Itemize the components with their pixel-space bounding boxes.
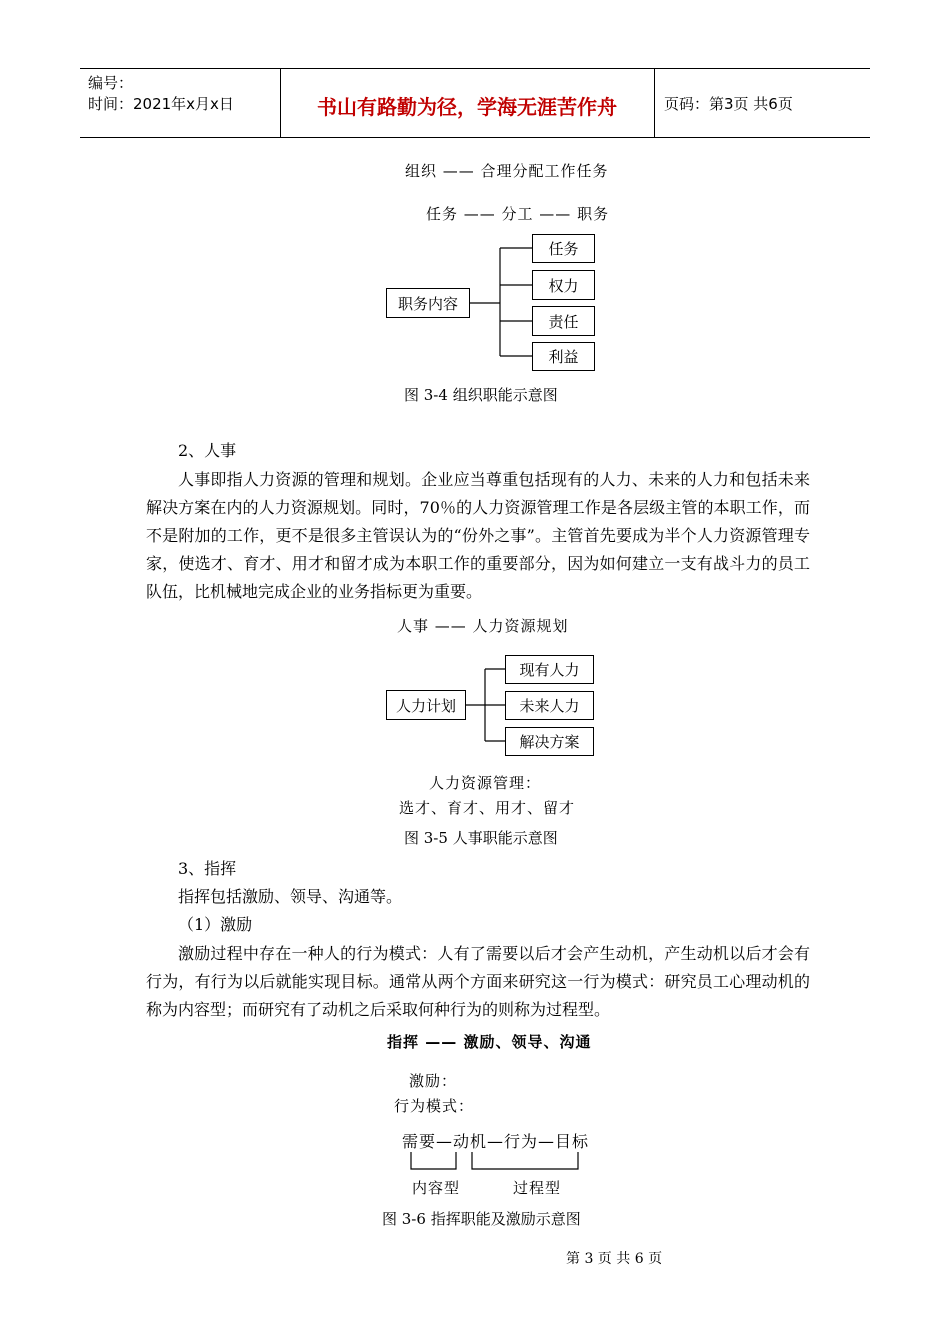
fig5-caption: 图 3-5 人事职能示意图 xyxy=(404,829,558,847)
fig4-node-benefit: 利益 xyxy=(532,342,595,371)
section3-intro: 指挥包括激励、领导、沟通等。 xyxy=(178,887,403,906)
fig6-heading: 指挥 —— 激励、领导、沟通 xyxy=(387,1033,592,1051)
fig5-node-current: 现有人力 xyxy=(505,655,594,684)
fig4-node-task: 任务 xyxy=(532,234,595,263)
header-motto: 书山有路勤为径，学海无涯苦作舟 xyxy=(317,95,617,119)
fig4-node-responsibility: 责任 xyxy=(532,306,595,336)
fig4-subheading: 任务 —— 分工 —— 职务 xyxy=(426,205,610,223)
fig6-caption: 图 3-6 指挥职能及激励示意图 xyxy=(382,1210,581,1228)
fig6-process-type: 过程型 xyxy=(513,1179,562,1197)
page-footer: 第 3 页 共 6 页 xyxy=(566,1251,663,1267)
document-date-label: 时间：2021年x月x日 xyxy=(88,95,234,113)
fig4-node-power: 权力 xyxy=(532,270,595,300)
fig5-note-title: 人力资源管理： xyxy=(429,774,542,792)
fig5-heading: 人事 —— 人力资源规划 xyxy=(397,617,569,635)
fig6-label-motivation: 激励： xyxy=(409,1072,458,1090)
fig4-caption: 图 3-4 组织职能示意图 xyxy=(404,386,558,404)
fig5-node-future: 未来人力 xyxy=(505,691,594,720)
fig6-content-type: 内容型 xyxy=(412,1179,461,1197)
fig6-behavior-chain: 需要—动机—行为—目标 xyxy=(402,1132,590,1151)
fig5-node-solution: 解决方案 xyxy=(505,727,594,756)
fig6-label-behavior-model: 行为模式： xyxy=(394,1097,475,1115)
section3-sub-heading: （1）激励 xyxy=(178,915,253,934)
fig4-heading: 组织 —— 合理分配工作任务 xyxy=(405,162,609,180)
header-page-label: 页码：第3页 共6页 xyxy=(664,95,793,113)
section2-title: 2、人事 xyxy=(178,441,237,460)
fig5-root-node: 人力计划 xyxy=(386,690,466,720)
section3-title: 3、指挥 xyxy=(178,859,237,878)
fig5-note-items: 选才、育才、用才、留才 xyxy=(399,799,576,817)
fig4-root-node: 职务内容 xyxy=(386,288,470,318)
section2-paragraph: 人事即指人力资源的管理和规划。企业应当尊重包括现有的人力、未来的人力和包括未来解决方案在内的人力资源规划。同时，70％的人力资源管理工作是各层级主管的本职工作，而不是附加的工作，更不是很多主管误认为的“份外之事”。主管首先要成为半个人力资源管理专家，使选才、育才、用才和留才成为本职工作的重要部分，因为如何建立一支有战斗力的员工队伍，比机械地完成企业的业务指标更为重要。 xyxy=(146,470,810,601)
document-number-label: 编号： xyxy=(88,74,134,92)
section3-paragraph: 激励过程中存在一种人的行为模式：人有了需要以后才会产生动机，产生动机以后才会有行为，有行为以后就能实现目标。通常从两个方面来研究这一行为模式：研究员工心理动机的称为内容型；而研究有了动机之后采取何种行为的则称为过程型。 xyxy=(146,944,810,1019)
